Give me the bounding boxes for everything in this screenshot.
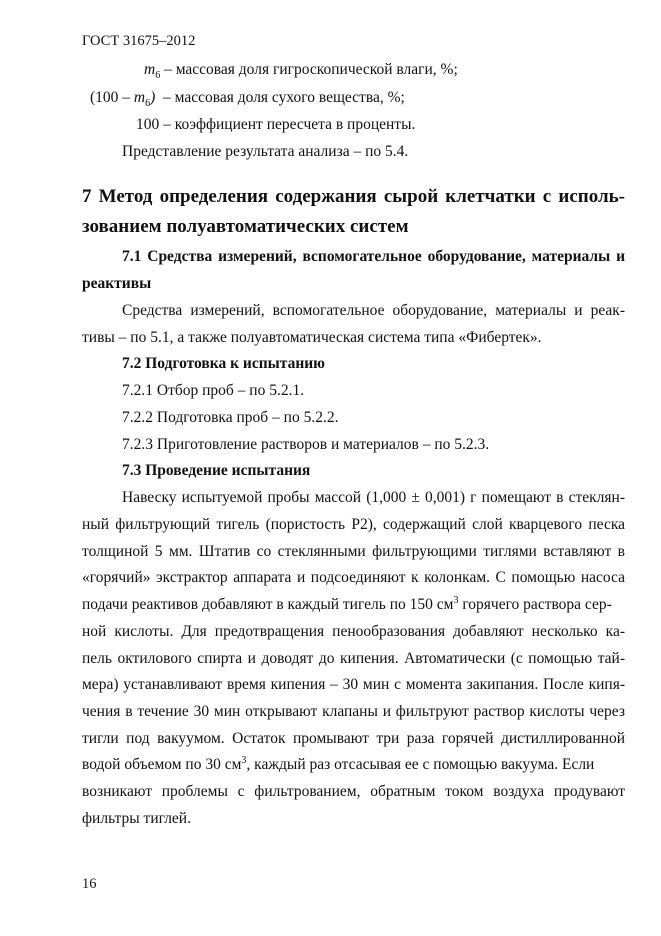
legend-line-moisture: $m_6$ – массовая доля гигроскопической влаги, %; [144,61,458,82]
legend-line-dry-matter: $(100 - m_6)$ – массовая доля сухого вещества, %; [90,89,405,110]
paragraph-line: чения в течение 30 мин открывают клапаны и фильтруют раствор кислоты через [82,703,625,720]
paragraph-line: «горячий» экстрактор аппарата и подсоединяют к колонкам. С помощью насоса [82,569,625,586]
section-7-2-1: 7.2.1 Отбор проб – по 5.2.1. [122,382,305,399]
symbol-m: m [144,61,156,78]
doc-header: ГОСТ 31675–2012 [82,33,196,49]
paragraph-line: водой объемом по 30 $см^3$, каждый раз отсасывая ее с помощью вакуума. Если [82,754,595,773]
section-7-2-3: 7.2.3 Приготовление растворов и материалов – по 5.2.3. [122,436,490,453]
paragraph-line: толщиной 5 мм. Штатив со стеклянными фильтрующими тиглями вставляют в [82,543,625,560]
paragraph-line: подачи реактивов добавляют в каждый тигель по 150 $см^3$ горячего раствора сер- [82,594,612,613]
section-7-1-text-line-1: Средства измерений, вспомогательное оборудование, материалы и реак- [122,302,625,319]
page-number: 16 [82,876,97,892]
paragraph-line: ный фильтрующий тигель (пористость Р2), содержащий слой кварцевого песка [82,516,625,533]
symbol-m: m [133,89,146,106]
paragraph-line: Навеску испытуемой пробы массой (1,000 ± 0,001) г помещают в стеклян- [122,489,625,506]
section-7-1-text-line-2: тивы – по 5.1, а также полуавтоматическая система типа «Фибертек». [82,329,542,346]
paragraph-line: мера) устанавливают время кипения – 30 мин с момента закипания. После кипя- [82,676,625,693]
paragraph-line: тигли под вакуумом. Остаток промывают три раза горячей дистиллированной [82,730,625,747]
section-7-1-title-line-2: реактивы [82,275,152,292]
section-7-title-line-1: 7 Метод определения содержания сырой клетчатки с исполь- [82,186,625,207]
section-7-3-title: 7.3 Проведение испытания [122,462,311,479]
section-7-title-line-2: зованием полуавтоматических систем [82,216,409,237]
paragraph-line: возникают проблемы с фильтрованием, обратным током воздуха продувают [82,783,625,800]
paragraph-line: фильтры тиглей. [82,810,191,827]
section-7-2-2: 7.2.2 Подготовка проб – по 5.2.2. [122,409,339,426]
paragraph-line: ной кислоты. Для предотвращения пенообразования добавляют несколько ка- [82,623,625,640]
section-7-1-title-line-1: 7.1 Средства измерений, вспомогательное оборудование, материалы и [122,248,625,265]
result-reference: Представление результата анализа – по 5.4. [122,143,409,160]
legend-line-coefficient: 100 – коэффициент пересчета в проценты. [136,116,416,133]
section-7-2-title: 7.2 Подготовка к испытанию [122,355,326,372]
paragraph-line: пель октилового спирта и доводят до кипения. Автоматически (с помощью тай- [82,650,625,667]
